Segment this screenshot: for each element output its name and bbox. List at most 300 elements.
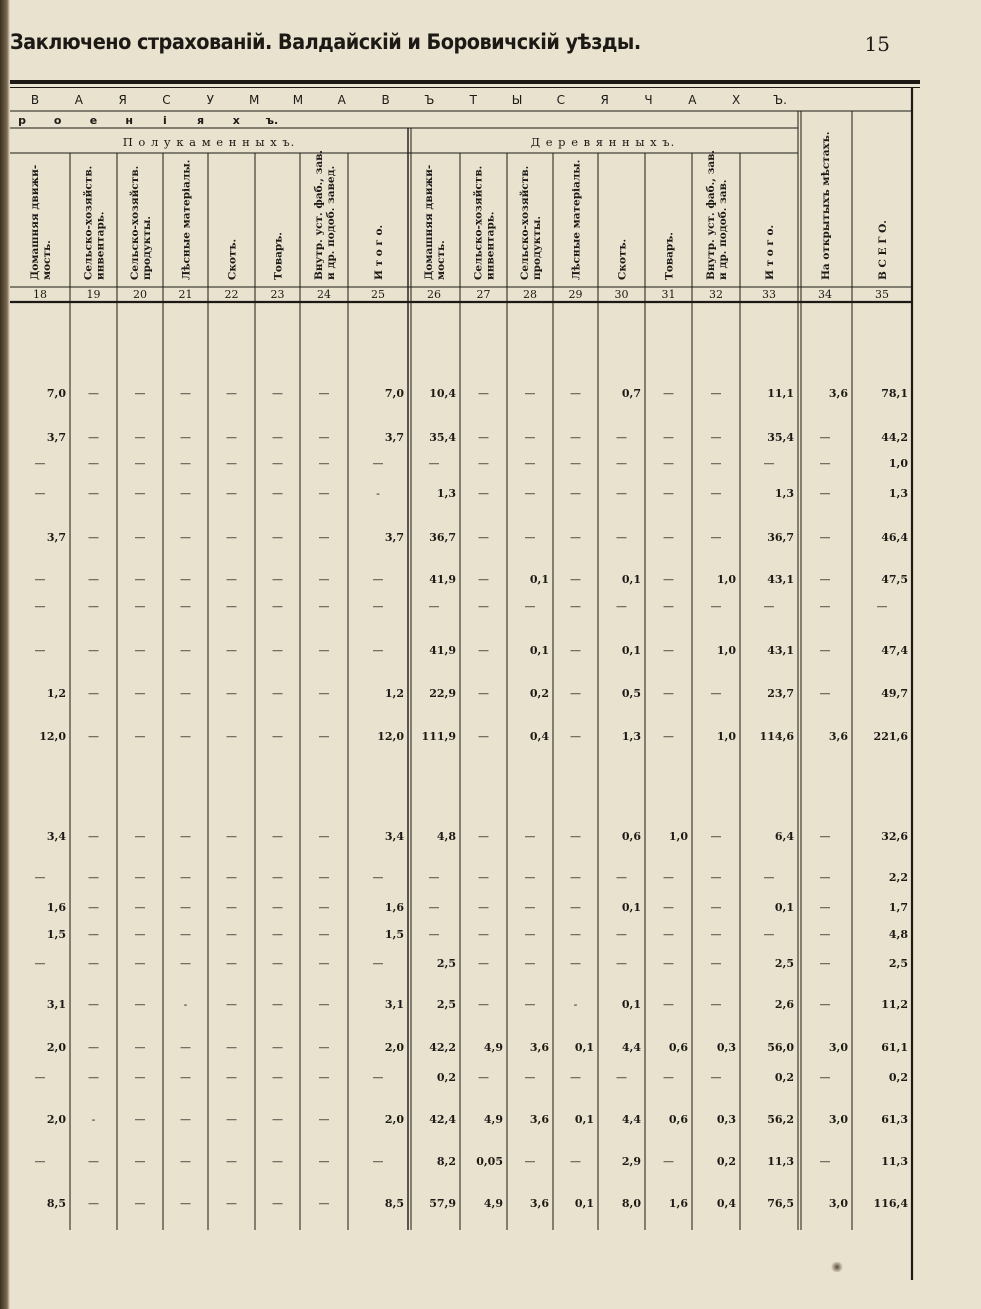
table-cell: — [226, 457, 237, 470]
table-cell: — [372, 1155, 384, 1168]
table-cell: 0,4 [716, 1197, 736, 1210]
column-name: Товаръ. [272, 232, 285, 280]
table-cell: 49,7 [881, 687, 908, 700]
table-cell: — [478, 387, 489, 400]
table-cell: — [710, 998, 722, 1011]
column-number: 32 [709, 288, 723, 301]
table-cell: — [88, 687, 99, 700]
table-cell: — [88, 644, 99, 657]
table-cell: — [134, 457, 146, 470]
column-name: Сельско-хозяйств. [472, 165, 485, 280]
table-cell: — [372, 644, 384, 657]
table-cell: 1,6 [668, 1197, 688, 1210]
table-cell: — [710, 957, 722, 970]
table-cell: — [134, 928, 146, 941]
table-cell: — [180, 1197, 191, 1210]
table-cell: 1,0 [668, 830, 688, 843]
table-cell: — [318, 687, 330, 700]
group-label-stone: П о л у к а м е н н ы х ъ. [122, 135, 296, 149]
table-cell: — [34, 573, 46, 586]
column-number: 25 [371, 288, 385, 301]
table-cell: 3,0 [828, 1197, 848, 1210]
table-cell: — [226, 531, 237, 544]
table-cell: — [272, 830, 283, 843]
table-cell: — [318, 1155, 330, 1168]
table-cell: 6,4 [774, 830, 794, 843]
table-cell: 3,6 [828, 387, 848, 400]
table-cell: — [318, 901, 330, 914]
table-cell: — [272, 998, 283, 1011]
table-cell: 42,2 [429, 1041, 456, 1054]
table-cell: 1,3 [621, 730, 641, 743]
table-cell: — [318, 457, 330, 470]
table-cell: — [226, 431, 237, 444]
table-cell: — [180, 1155, 191, 1168]
table-cell: — [318, 1197, 330, 1210]
table-cell: — [819, 431, 831, 444]
table-cell: — [88, 487, 99, 500]
table-cell: 3,4 [384, 830, 404, 843]
table-cell: — [819, 573, 831, 586]
table-cell: — [710, 487, 722, 500]
table-cell: — [819, 600, 831, 613]
table-cell: 4,4 [621, 1113, 641, 1126]
table-cell: — [88, 1155, 99, 1168]
table-cell: - [91, 1113, 96, 1126]
table-cell: 221,6 [873, 730, 908, 743]
header-band1-letter: А [688, 93, 697, 107]
table-cell: 0,1 [574, 1197, 594, 1210]
table-cell: 0,6 [668, 1041, 688, 1054]
table-cell: 4,9 [483, 1041, 503, 1054]
table-cell: — [272, 1071, 283, 1084]
table-cell: — [819, 1155, 831, 1168]
table-cell: — [616, 871, 627, 884]
column-name: Скотъ. [226, 238, 239, 280]
table-cell: — [663, 687, 674, 700]
column-name: И т о г о. [764, 224, 776, 280]
table-cell: — [180, 431, 191, 444]
table-cell: — [570, 1071, 581, 1084]
table-cell: 3,1 [384, 998, 404, 1011]
table-cell: — [180, 1041, 191, 1054]
table-cell: — [272, 600, 283, 613]
table-cell: — [570, 644, 581, 657]
table-cell: 0,1 [621, 644, 641, 657]
header-band1-letter: С [556, 93, 566, 107]
column-number: 18 [33, 288, 47, 301]
table-cell: 3,7 [384, 431, 404, 444]
table-cell: — [763, 457, 775, 470]
table-cell: — [819, 871, 831, 884]
table-cell: — [663, 928, 674, 941]
table-cell: — [710, 431, 722, 444]
table-cell: 3,1 [46, 998, 66, 1011]
table-cell: — [226, 1041, 237, 1054]
table-cell: — [226, 1113, 237, 1126]
table-cell: 116,4 [873, 1197, 908, 1210]
column-name: и др. подоб. завед. [325, 165, 337, 280]
table-cell: 1,7 [888, 901, 908, 914]
table-cell: — [524, 998, 536, 1011]
table-cell: — [710, 928, 722, 941]
header-band1-letter: В [30, 93, 40, 107]
column-name: мость. [41, 240, 53, 280]
table-cell: 7,0 [46, 387, 66, 400]
table-cell: — [88, 957, 99, 970]
table-cell: — [180, 687, 191, 700]
table-cell: — [478, 573, 489, 586]
table-cell: 2,9 [621, 1155, 641, 1168]
table-cell: — [318, 998, 330, 1011]
table-cell: — [88, 531, 99, 544]
table-cell: 0,3 [716, 1041, 736, 1054]
table-cell: 0,2 [436, 1071, 456, 1084]
table-cell: — [88, 457, 99, 470]
table-cell: — [819, 928, 831, 941]
table-cell: 23,7 [767, 687, 794, 700]
table-cell: — [763, 871, 775, 884]
column-number: 24 [317, 288, 331, 301]
table-cell: — [318, 600, 330, 613]
table-cell: — [180, 387, 191, 400]
table-cell: 4,8 [436, 830, 456, 843]
column-name: инвентарь. [94, 211, 107, 280]
table-cell: — [180, 1113, 191, 1126]
table-cell: — [180, 871, 191, 884]
table-cell: — [710, 387, 722, 400]
table-cell: 0,2 [774, 1071, 794, 1084]
column-number: 20 [133, 288, 147, 301]
table-cell: — [478, 457, 489, 470]
table-cell: — [819, 687, 831, 700]
table-cell: — [616, 487, 627, 500]
table-cell: — [819, 830, 831, 843]
column-number: 29 [568, 288, 583, 301]
table-cell: — [34, 957, 46, 970]
table-cell: — [524, 928, 536, 941]
table-cell: — [663, 901, 674, 914]
table-cell: 114,6 [759, 730, 794, 743]
table-cell: — [226, 487, 237, 500]
table-cell: 1,2 [384, 687, 404, 700]
table-cell: — [180, 600, 191, 613]
table-cell: 43,1 [767, 644, 794, 657]
table-cell: 3,7 [46, 531, 66, 544]
table-cell: 44,2 [881, 431, 908, 444]
table-cell: 3,7 [46, 431, 66, 444]
table-cell: 1,6 [46, 901, 66, 914]
header-band2-letter: е [89, 114, 98, 127]
table-cell: — [372, 457, 384, 470]
table-cell: — [88, 431, 99, 444]
table-cell: 7,0 [384, 387, 404, 400]
table-cell: 2,5 [436, 998, 456, 1011]
table-cell: 0,7 [621, 387, 641, 400]
table-cell: — [570, 830, 581, 843]
column-name: Сельско-хозяйств. [129, 165, 141, 280]
table-cell: — [226, 1071, 237, 1084]
header-band1-letter: Ч [644, 93, 653, 107]
table-cell: — [226, 901, 237, 914]
table-cell: — [570, 573, 581, 586]
header-band1-letter: Ъ. [773, 93, 787, 107]
table-cell: 1,0 [716, 644, 736, 657]
table-cell: — [272, 1155, 283, 1168]
table-cell: — [663, 998, 674, 1011]
table-cell: — [570, 431, 581, 444]
table-cell: — [134, 387, 146, 400]
table-cell: 1,0 [888, 457, 908, 470]
table-cell: — [570, 531, 581, 544]
table-cell: 41,9 [429, 573, 456, 586]
table-cell: 3,6 [529, 1113, 549, 1126]
table-cell: — [134, 901, 146, 914]
table-cell: — [226, 830, 237, 843]
header-band2-letter: я [197, 114, 205, 127]
table-cell: 41,9 [429, 644, 456, 657]
table-cell: 8,5 [384, 1197, 404, 1210]
table-cell: — [819, 644, 831, 657]
table-cell: 36,7 [767, 531, 794, 544]
table-cell: 8,5 [46, 1197, 66, 1210]
table-cell: — [663, 871, 674, 884]
table-cell: — [318, 1041, 330, 1054]
table-cell: — [226, 1155, 237, 1168]
table-cell: — [134, 487, 146, 500]
table-cell: — [134, 1113, 146, 1126]
table-cell: — [663, 600, 674, 613]
column-number: 31 [661, 288, 676, 301]
table-cell: — [710, 901, 722, 914]
table-cell: — [663, 531, 674, 544]
table-cell: 22,9 [429, 687, 456, 700]
table-cell: — [524, 1155, 536, 1168]
table-cell: — [710, 457, 722, 470]
column-name: Товаръ. [663, 232, 676, 280]
table-cell: 2,0 [384, 1113, 404, 1126]
table-cell: 3,6 [529, 1041, 549, 1054]
table-cell: — [663, 487, 674, 500]
table-cell: 3,7 [384, 531, 404, 544]
table-cell: — [570, 957, 581, 970]
group-label-wood: Д е р е в я н н ы х ъ. [530, 135, 676, 149]
header-band1-letter: С [162, 93, 171, 107]
table-cell: 3,0 [828, 1041, 848, 1054]
table-cell: — [524, 487, 536, 500]
column-name: Домашняя движи- [423, 164, 435, 280]
table-cell: — [478, 600, 489, 613]
table-cell: 11,1 [767, 387, 794, 400]
table-cell: — [272, 644, 283, 657]
table-cell: — [524, 457, 536, 470]
table-cell: — [180, 573, 191, 586]
table-cell: 35,4 [429, 431, 456, 444]
table-cell: 76,5 [767, 1197, 794, 1210]
column-name: мость. [435, 240, 447, 280]
table-cell: — [88, 1041, 99, 1054]
table-cell: 0,2 [529, 687, 549, 700]
table-cell: — [710, 830, 722, 843]
table-cell: — [819, 457, 831, 470]
column-name: продукты. [531, 215, 543, 280]
column-name: Лѣсные матеріалы. [180, 159, 193, 280]
table-cell: 111,9 [421, 730, 456, 743]
table-cell: — [272, 1113, 283, 1126]
table-cell: — [372, 573, 384, 586]
header-band1-letter: В [381, 93, 390, 107]
table-cell: — [34, 1155, 46, 1168]
header-band1-letter: М [248, 93, 260, 107]
table-cell: — [318, 730, 330, 743]
table-cell: — [180, 487, 191, 500]
table-cell: 4,9 [483, 1113, 503, 1126]
table-cell: — [318, 928, 330, 941]
table-cell: — [272, 687, 283, 700]
table-cell: — [272, 573, 283, 586]
table-cell: 0,1 [621, 901, 641, 914]
table-cell: — [478, 830, 489, 843]
ink-smudge [830, 1262, 844, 1272]
table-cell: — [226, 600, 237, 613]
column-number: 28 [523, 288, 537, 301]
table-cell: — [180, 457, 191, 470]
table-cell: 56,0 [767, 1041, 794, 1054]
table-cell: — [180, 830, 191, 843]
table-cell: — [226, 998, 237, 1011]
table-cell: — [134, 600, 146, 613]
table-cell: — [819, 957, 831, 970]
table-cell: — [272, 730, 283, 743]
table-cell: — [180, 901, 191, 914]
table-cell: 61,1 [881, 1041, 908, 1054]
column-name: Домашняя движи- [29, 164, 41, 280]
table-cell: — [819, 487, 831, 500]
table-cell: 78,1 [881, 387, 908, 400]
table-cell: — [318, 1071, 330, 1084]
column-number: 30 [614, 288, 629, 301]
header-band1-letter: А [74, 93, 83, 107]
table-cell: — [272, 431, 283, 444]
header-band2-letter: н [125, 114, 133, 127]
table-cell: — [876, 600, 888, 613]
table-cell: — [819, 531, 831, 544]
table-cell: — [88, 573, 99, 586]
column-number: 23 [270, 288, 285, 301]
table-cell: 0,1 [574, 1113, 594, 1126]
table-cell: — [763, 600, 775, 613]
table-cell: 2,0 [46, 1113, 66, 1126]
table-cell: 8,0 [621, 1197, 641, 1210]
table-cell: — [134, 531, 146, 544]
table-cell: — [272, 957, 283, 970]
page-number: 15 [864, 32, 890, 56]
table-cell: — [88, 928, 99, 941]
table-cell: — [663, 644, 674, 657]
table-cell: 8,2 [436, 1155, 456, 1168]
table-cell: — [272, 1197, 283, 1210]
table-cell: — [616, 531, 627, 544]
table-cell: 4,4 [621, 1041, 641, 1054]
table-cell: 12,0 [39, 730, 66, 743]
table-cell: — [180, 730, 191, 743]
column-number: 21 [178, 288, 193, 301]
table-cell: — [524, 1071, 536, 1084]
table-cell: — [226, 387, 237, 400]
table-cell: 56,2 [767, 1113, 794, 1126]
table-cell: 36,7 [429, 531, 456, 544]
table-cell: 3,6 [828, 730, 848, 743]
table-cell: — [88, 830, 99, 843]
table-cell: - [376, 487, 380, 500]
table-cell: — [819, 901, 831, 914]
header-band1-letter: А [337, 93, 346, 107]
table-cell: — [570, 730, 581, 743]
table-cell: — [134, 431, 146, 444]
column-name: Скотъ. [616, 238, 629, 280]
table-cell: — [180, 957, 191, 970]
table-cell: — [524, 387, 536, 400]
table-cell: — [478, 1071, 489, 1084]
table-cell: — [478, 687, 489, 700]
table-cell: — [88, 387, 99, 400]
table-cell: 61,3 [881, 1113, 908, 1126]
column-name: Внутр. уст. фаб., зав. [705, 149, 717, 280]
column-number: 27 [476, 288, 491, 301]
table-cell: 2,5 [774, 957, 794, 970]
table-cell: — [318, 531, 330, 544]
table-cell: — [34, 644, 46, 657]
column-number: 22 [224, 288, 239, 301]
table-cell: 0,2 [888, 1071, 908, 1084]
table-cell: 0,3 [716, 1113, 736, 1126]
table-cell: 11,2 [881, 998, 908, 1011]
table-cell: — [616, 431, 627, 444]
table-cell: — [134, 644, 146, 657]
table-cell: — [478, 431, 489, 444]
column-name: и др. подоб. зав. [717, 179, 729, 280]
table-cell: 2,5 [888, 957, 908, 970]
column-name: инвентарь. [484, 211, 497, 280]
table-cell: 3,6 [529, 1197, 549, 1210]
running-head-title: Заключено страхованій. Валдайскій и Боровичскій уѣзды. [10, 30, 641, 54]
table-cell: — [570, 457, 581, 470]
table-cell: — [318, 387, 330, 400]
table-cell: — [710, 687, 722, 700]
table-cell: 0,05 [476, 1155, 503, 1168]
table-cell: — [134, 1071, 146, 1084]
table-cell: 4,9 [483, 1197, 503, 1210]
column-name: В С Е Г О. [877, 220, 889, 280]
table-cell: — [616, 1071, 627, 1084]
table-cell: — [663, 573, 674, 586]
header-band1-letter: Ы [511, 93, 523, 107]
table-cell: 0,4 [529, 730, 549, 743]
table-cell: — [372, 600, 384, 613]
table-cell: — [663, 957, 674, 970]
column-number: 34 [818, 288, 832, 301]
table-cell: 47,4 [881, 644, 908, 657]
header-band2-letter: ъ. [265, 114, 279, 127]
table-cell: 35,4 [767, 431, 794, 444]
table-cell: — [318, 871, 330, 884]
table-cell: — [663, 431, 674, 444]
table-cell: — [226, 644, 237, 657]
table-cell: — [226, 573, 237, 586]
table-cell: 2,0 [384, 1041, 404, 1054]
table-cell: 0,1 [774, 901, 794, 914]
table-cell: — [272, 928, 283, 941]
